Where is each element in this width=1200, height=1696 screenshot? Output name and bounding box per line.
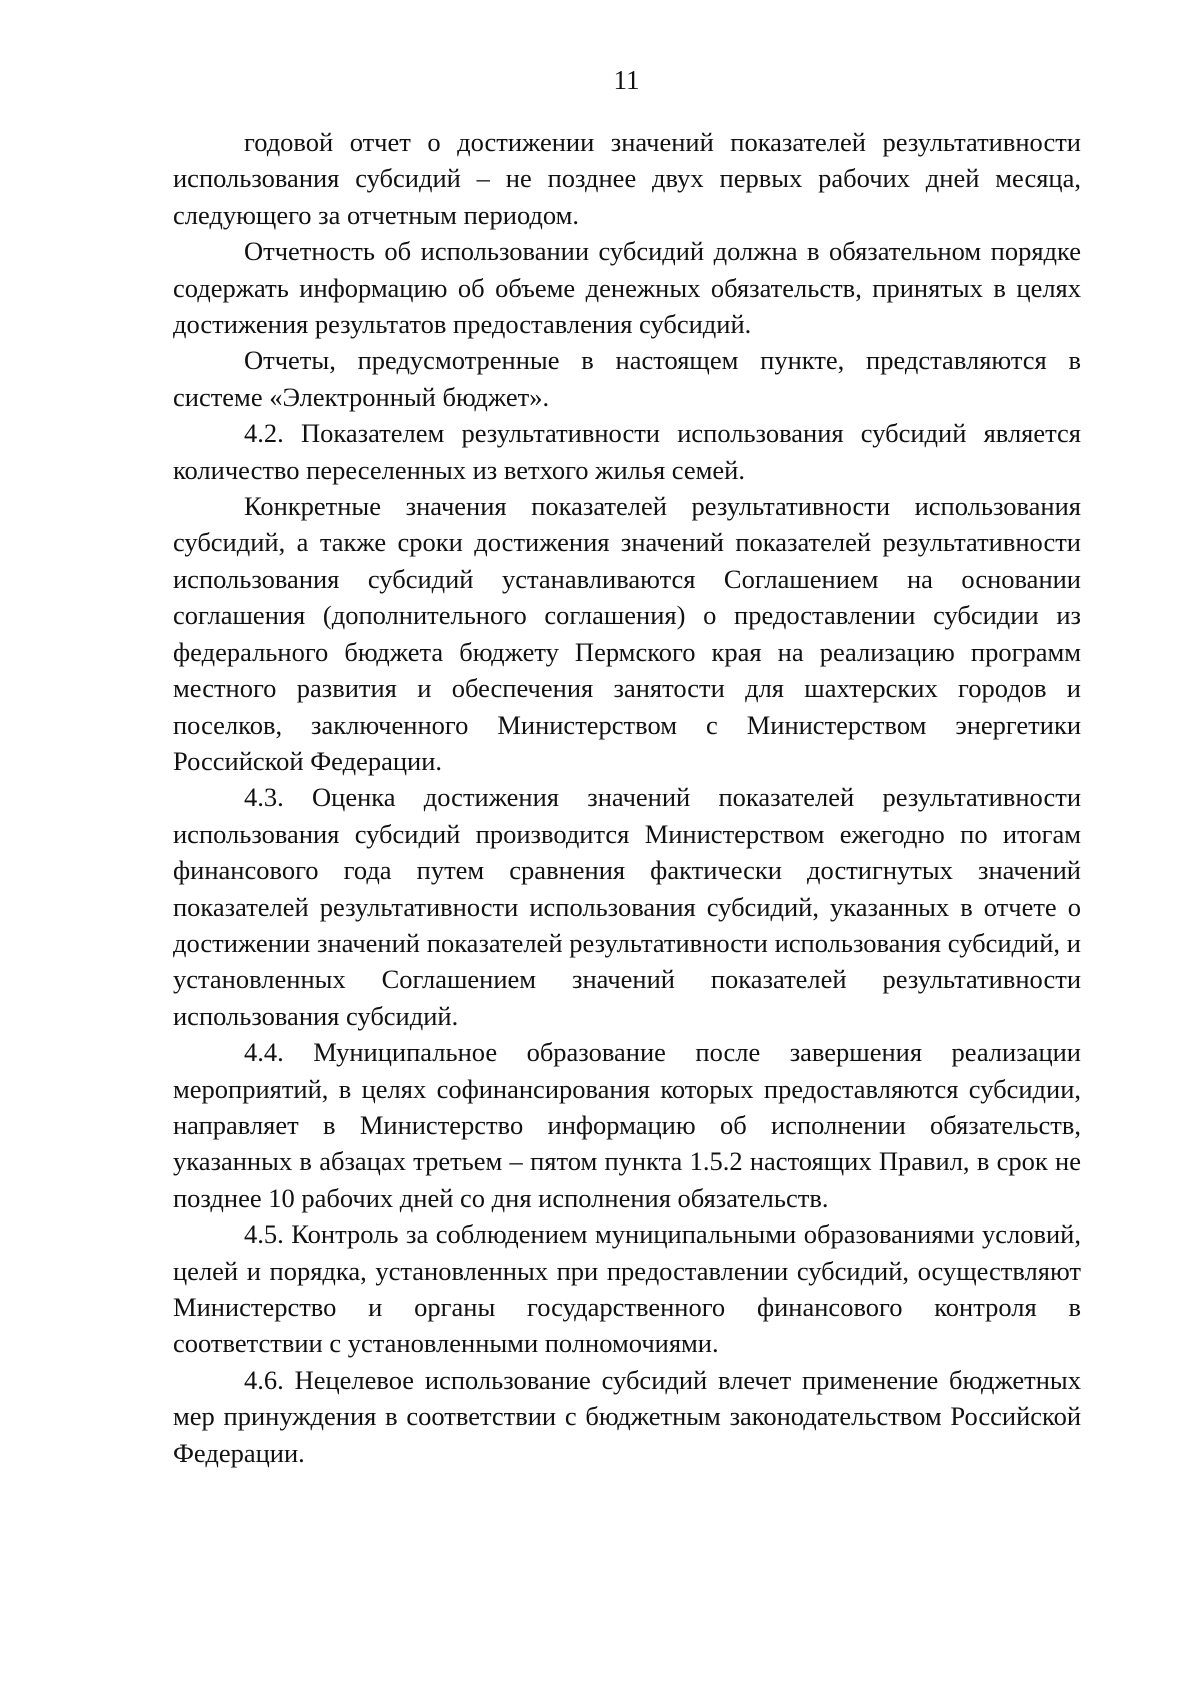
paragraph-4-6: 4.6. Нецелевое использование субсидий влечет применение бюджетных мер принуждения в соответствии с бюджетным законодательством Российской Федерации. — [173, 1364, 1081, 1468]
paragraph-specific-values: Конкретные значения показателей результативности использования субсидий, а также сроки достижения значений показателей результативности использования субсидий устанавливаются Соглашением на основании соглашения (дополнительного соглашения) о предоставлении субсидии из федерального бюджета бюджету Пермского края на реализацию программ местного развития и обеспечения занятости для шахтерских городов и поселков, заключенного Министерством с Министерством энергетики Российской Федерации. — [173, 491, 1081, 776]
document-body — [173, 124, 1081, 1471]
paragraph-4-3: 4.3. Оценка достижения значений показателей результативности использования субсидий производится Министерством ежегодно по итогам финансового года путем сравнения фактически достигнутых значений показателей результативности использования субсидий, указанных в отчете о достижении значений показателей результативности использования субсидий, и установленных Соглашением значений показателей результативности использования субсидий. — [173, 782, 1081, 1031]
paragraph-reporting-content: Отчетность об использовании субсидий должна в обязательном порядке содержать информацию об объеме денежных обязательств, принятых в целях достижения результатов предоставления субсидий. — [173, 236, 1081, 340]
paragraph-electronic-budget: Отчеты, предусмотренные в настоящем пункте, представляются в системе «Электронный бюджет». — [173, 345, 1081, 412]
paragraph-4-4: 4.4. Муниципальное образование после завершения реализации мероприятий, в целях софинансирования которых предоставляются субсидии, направляет в Министерство информацию об исполнении обязательств, указанных в абзацах третьем – пятом пункта 1.5.2 настоящих Правил, в срок не позднее 10 рабочих дней со дня исполнения обязательств. — [173, 1037, 1081, 1213]
paragraph-4-2: 4.2. Показателем результативности использования субсидий является количество переселенных из ветхого жилья семей. — [173, 418, 1081, 485]
page-number: 11 — [613, 65, 640, 95]
paragraph-report-deadline: годовой отчет о достижении значений показателей результативности использования субсидий – не позднее двух первых рабочих дней месяца, следующего за отчетным периодом. — [173, 127, 1081, 230]
paragraph-4-5: 4.5. Контроль за соблюдением муниципальными образованиями условий, целей и порядка, установленных при предоставлении субсидий, осуществляют Министерство и органы государственного финансового контроля в соответствии с установленными полномочиями. — [173, 1219, 1081, 1359]
